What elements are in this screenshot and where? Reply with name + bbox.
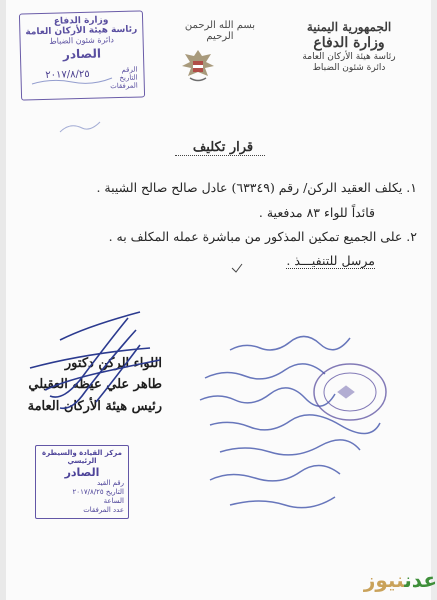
signatory-rank: اللواء الركن دكتور <box>64 356 162 371</box>
stamp-bottom-label: الساعة <box>103 497 124 505</box>
chief-of-staff: رئاسة هيئة الأركان العامة <box>302 52 396 62</box>
handwritten-endorsement <box>200 336 380 507</box>
ministry-name: وزارة الدفاع <box>313 35 385 51</box>
stamp-bottom-label: رقم القيد <box>96 479 124 487</box>
basmala: بسم الله الرحمن الرحيم <box>184 20 256 42</box>
country-name: الجمهورية اليمنية <box>306 20 392 34</box>
stamp-number: ٢٠١٧/٨/٢٥ <box>45 68 90 81</box>
stamp-side-label: الرقم <box>121 65 138 74</box>
stamp-line-3: دائرة شئون الضباط <box>49 35 115 46</box>
official-signature <box>30 312 160 408</box>
body-item-1: ١. يكلف العقيد الركن/ رقم (٦٣٣٤٩) عادل صالح صالح الشيبة . <box>96 180 417 195</box>
round-stamp <box>314 364 386 420</box>
stamp-bottom-label: التاريخ ٢٠١٧/٨/٢٥ <box>72 488 124 496</box>
signatory-name: طاهر علي عيظه العقيلي <box>28 377 162 392</box>
stamp-side-label: التاريخ <box>119 73 138 83</box>
stamp-line-1: وزارة الدفاع <box>53 15 109 27</box>
news-logo <box>355 568 437 596</box>
document-title: قرار تكليف <box>192 140 254 155</box>
body-item-1-cont: قائداً للواء ٨٣ مدفعية . <box>258 205 375 220</box>
logo-part-2: نيوز <box>363 568 405 592</box>
body-item-2: ٢. على الجميع تمكين المذكور من مباشرة عمله المكلف به . <box>108 229 417 244</box>
signatory-position: رئيس هيئة الأركان العامة <box>27 399 162 414</box>
body-item-2-cont: مرسل للتنفيـــذ . <box>286 253 375 268</box>
stamp-line-4: الصادر <box>62 46 102 62</box>
stamp-bottom-label: عدد المرفقات <box>83 506 124 514</box>
stamp-side-label: المرفقات <box>110 81 138 91</box>
department-name: دائرة شئون الضباط <box>312 63 386 73</box>
stamp-bottom-line-2: الصادر <box>64 466 100 479</box>
stamp-bottom-line-1: مركز القيادة والسيطرة الرئيسي <box>42 449 122 465</box>
stamp-line-2: رئاسة هيئة الأركان العامة <box>25 24 138 38</box>
logo-part-1: عدن <box>404 568 437 592</box>
